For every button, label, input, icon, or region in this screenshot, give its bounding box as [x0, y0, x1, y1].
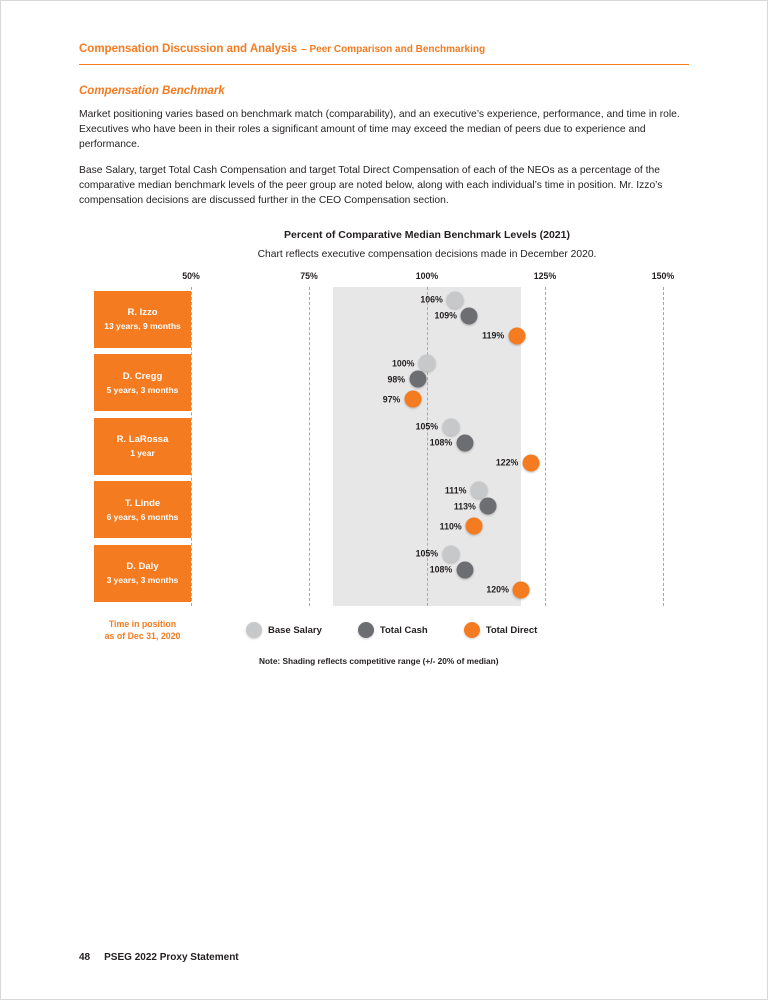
dot-value-label: 97%: [382, 394, 401, 405]
dot-value-label: 111%: [444, 485, 467, 496]
chart-subtitle: Chart reflects executive compensation decisions made in December 2020.: [257, 248, 597, 260]
chart-titles: [191, 229, 663, 260]
legend-item-total-cash: [358, 622, 428, 638]
dot-value-label: 108%: [429, 437, 453, 448]
legend-swatch-total-cash: [358, 622, 374, 638]
dot-value-label: 105%: [415, 548, 439, 559]
legend-swatch-base-salary: [246, 622, 262, 638]
dot-value-label: 122%: [495, 457, 519, 468]
chart-body: [94, 287, 663, 609]
page-header: [79, 39, 689, 65]
executive-tenure: 6 years, 6 months: [106, 511, 179, 522]
dot-base-salary: [415, 545, 459, 562]
x-axis-tick: 150%: [651, 270, 675, 281]
legend-label: Total Cash: [379, 624, 428, 636]
header-subtitle: – Peer Comparison and Benchmarking: [301, 44, 486, 55]
gridline: [309, 287, 310, 606]
x-axis-tick: 100%: [415, 270, 439, 281]
page-footer: [79, 952, 239, 963]
plot-area: [191, 287, 663, 606]
executive-tenure: 13 years, 9 months: [104, 321, 181, 332]
gridline: [191, 287, 192, 606]
benchmark-chart: [94, 228, 675, 667]
dot-total-direct: [486, 581, 530, 598]
legend-items: [246, 622, 537, 638]
legend-item-base-salary: [246, 622, 322, 638]
dot-total-direct: [495, 454, 539, 471]
executive-name: R. LaRossa: [116, 434, 169, 446]
x-axis-tick: 75%: [300, 270, 318, 281]
executive-label: [94, 481, 191, 538]
dot-value-label: 98%: [387, 374, 406, 385]
footer-text: PSEG 2022 Proxy Statement: [104, 952, 239, 963]
legend-label: Total Direct: [485, 624, 538, 636]
dot-total-direct: [382, 391, 421, 408]
time-in-position-label: [94, 618, 191, 642]
paragraph-base-salary: Base Salary, target Total Cash Compensation and target Total Direct Compensation of each of the NEOs as a percentage of the comparative median benchmark levels of the peer group are noted below, along with each individual’s time in position. Mr. Izzo’s compensation decisions are discussed further in the CEO Compensation section.: [79, 164, 663, 207]
dot-total-cash: [387, 371, 426, 388]
dot-value-label: 100%: [392, 358, 415, 369]
executive-label: [94, 291, 191, 348]
header-title: Compensation Discussion and Analysis: [79, 43, 298, 55]
time-label-line1: Time in position: [108, 619, 177, 630]
dot-value-label: 119%: [482, 330, 505, 341]
legend-label: Base Salary: [268, 624, 322, 636]
dot-base-salary: [415, 418, 459, 435]
x-axis-tick: 50%: [182, 270, 200, 281]
legend-swatch-total-direct: [464, 622, 480, 638]
paragraph-market-positioning: Market positioning varies based on benchmark match (comparability), and an executive’s experience, performance, and time in role. Executives who have been in their roles a significant amount of time may exceed the median of peers due to experience and performance.: [79, 109, 680, 151]
executive-label: [94, 354, 191, 411]
dot-value-label: 113%: [453, 501, 476, 512]
dot-total-cash: [429, 561, 473, 578]
dot-value-label: 105%: [415, 421, 439, 432]
chart-legend: [94, 618, 663, 642]
time-label-line2: as of Dec 31, 2020: [104, 631, 181, 642]
chart-title: Percent of Comparative Median Benchmark Levels (2021): [284, 228, 570, 241]
dot-total-direct: [482, 327, 525, 344]
executive-tenure: 5 years, 3 months: [106, 384, 179, 395]
executive-labels: [94, 287, 191, 609]
dot-value-label: 120%: [486, 584, 509, 595]
executive-name: D. Cregg: [122, 370, 163, 382]
executive-label: [94, 418, 191, 475]
executive-name: T. Linde: [124, 497, 161, 509]
dot-total-cash: [453, 498, 497, 515]
dot-value-label: 110%: [439, 521, 462, 532]
executive-name: D. Daly: [126, 561, 159, 573]
dot-base-salary: [444, 482, 487, 499]
x-axis-tick: 125%: [533, 270, 557, 281]
dot-value-label: 106%: [420, 294, 443, 305]
x-axis: [182, 270, 675, 285]
gridline: [545, 287, 546, 606]
gridline: [663, 287, 664, 606]
executive-label: [94, 545, 191, 602]
dot-value-label: 108%: [429, 564, 453, 575]
dot-total-cash: [429, 434, 473, 451]
section-title: Compensation Benchmark: [79, 85, 225, 97]
page-content: [1, 1, 767, 666]
page-number: 48: [79, 952, 91, 963]
executive-tenure: 3 years, 3 months: [106, 575, 179, 586]
legend-item-total-direct: [464, 622, 538, 638]
dot-value-label: 109%: [434, 310, 457, 321]
dot-base-salary: [420, 291, 464, 308]
dot-total-direct: [439, 518, 483, 535]
dot-total-cash: [434, 307, 478, 324]
dot-base-salary: [392, 355, 436, 372]
executive-name: R. Izzo: [127, 307, 158, 319]
executive-tenure: 1 year: [130, 448, 155, 459]
chart-note: Note: Shading reflects competitive range (+/- 20% of median): [259, 656, 499, 667]
